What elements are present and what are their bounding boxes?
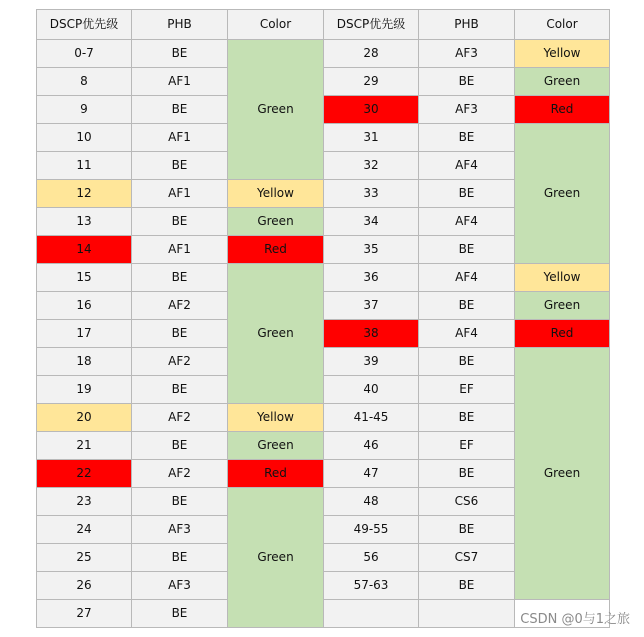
phb-cell: BE bbox=[419, 460, 515, 488]
dscp-cell: 31 bbox=[324, 124, 419, 152]
color-cell: Green bbox=[515, 68, 610, 96]
dscp-cell: 16 bbox=[37, 292, 132, 320]
phb-cell: AF2 bbox=[132, 292, 228, 320]
color-cell: Green bbox=[228, 40, 324, 180]
dscp-cell: 25 bbox=[37, 544, 132, 572]
dscp-cell: 29 bbox=[324, 68, 419, 96]
phb-cell: AF1 bbox=[132, 124, 228, 152]
color-cell: Green bbox=[228, 208, 324, 236]
color-cell: Green bbox=[228, 264, 324, 404]
dscp-cell: 48 bbox=[324, 488, 419, 516]
phb-cell: BE bbox=[419, 572, 515, 600]
phb-cell: AF3 bbox=[419, 40, 515, 68]
color-cell: Red bbox=[515, 320, 610, 348]
watermark: CSDN @0与1之旅 bbox=[520, 612, 630, 627]
dscp-cell: 21 bbox=[37, 432, 132, 460]
dscp-cell: 8 bbox=[37, 68, 132, 96]
table-row bbox=[37, 96, 610, 124]
dscp-cell: 24 bbox=[37, 516, 132, 544]
phb-cell: BE bbox=[132, 376, 228, 404]
table-row bbox=[37, 348, 610, 376]
phb-cell: BE bbox=[419, 236, 515, 264]
phb-cell: BE bbox=[132, 264, 228, 292]
phb-cell: BE bbox=[419, 68, 515, 96]
color-cell: Green bbox=[515, 348, 610, 600]
dscp-cell: 37 bbox=[324, 292, 419, 320]
phb-cell: AF1 bbox=[132, 180, 228, 208]
phb-cell: BE bbox=[419, 292, 515, 320]
header-color-left: Color bbox=[228, 10, 324, 40]
phb-cell: AF4 bbox=[419, 208, 515, 236]
header-dscp-right: DSCP优先级 bbox=[324, 10, 419, 40]
phb-cell: BE bbox=[132, 40, 228, 68]
table-row bbox=[37, 124, 610, 152]
table-row bbox=[37, 40, 610, 68]
dscp-cell: 49-55 bbox=[324, 516, 419, 544]
phb-cell: BE bbox=[132, 488, 228, 516]
dscp-cell: 28 bbox=[324, 40, 419, 68]
dscp-cell: 57-63 bbox=[324, 572, 419, 600]
dscp-cell: 19 bbox=[37, 376, 132, 404]
dscp-cell: 11 bbox=[37, 152, 132, 180]
dscp-cell: 38 bbox=[324, 320, 419, 348]
dscp-cell: 12 bbox=[37, 180, 132, 208]
color-cell: Green bbox=[228, 432, 324, 460]
header-phb-right: PHB bbox=[419, 10, 515, 40]
dscp-cell: 10 bbox=[37, 124, 132, 152]
table-row bbox=[37, 320, 610, 348]
phb-cell: BE bbox=[419, 124, 515, 152]
phb-cell: BE bbox=[132, 432, 228, 460]
phb-cell: BE bbox=[132, 544, 228, 572]
color-cell: Red bbox=[515, 96, 610, 124]
color-cell: Yellow bbox=[515, 264, 610, 292]
phb-cell: EF bbox=[419, 376, 515, 404]
dscp-cell: 14 bbox=[37, 236, 132, 264]
dscp-cell: 56 bbox=[324, 544, 419, 572]
header-phb-left: PHB bbox=[132, 10, 228, 40]
phb-cell: BE bbox=[132, 320, 228, 348]
phb-cell: EF bbox=[419, 432, 515, 460]
dscp-phb-color-table bbox=[36, 9, 610, 628]
dscp-cell: 32 bbox=[324, 152, 419, 180]
phb-cell: BE bbox=[419, 516, 515, 544]
phb-cell: BE bbox=[132, 600, 228, 628]
phb-cell: AF1 bbox=[132, 68, 228, 96]
color-cell: Red bbox=[228, 236, 324, 264]
table-row bbox=[37, 292, 610, 320]
dscp-cell: 26 bbox=[37, 572, 132, 600]
dscp-cell: 22 bbox=[37, 460, 132, 488]
phb-cell: BE bbox=[419, 348, 515, 376]
phb-cell: CS7 bbox=[419, 544, 515, 572]
color-cell: Red bbox=[228, 460, 324, 488]
dscp-cell: 47 bbox=[324, 460, 419, 488]
table-row bbox=[37, 264, 610, 292]
dscp-cell: 46 bbox=[324, 432, 419, 460]
color-cell: Yellow bbox=[228, 180, 324, 208]
phb-cell: BE bbox=[132, 152, 228, 180]
dscp-cell: 40 bbox=[324, 376, 419, 404]
phb-cell: CS6 bbox=[419, 488, 515, 516]
dscp-cell: 17 bbox=[37, 320, 132, 348]
dscp-cell: 27 bbox=[37, 600, 132, 628]
dscp-cell: 30 bbox=[324, 96, 419, 124]
phb-cell: BE bbox=[419, 180, 515, 208]
phb-cell: AF1 bbox=[132, 236, 228, 264]
phb-cell: BE bbox=[132, 96, 228, 124]
dscp-cell: 35 bbox=[324, 236, 419, 264]
phb-cell: AF4 bbox=[419, 152, 515, 180]
header-color-right: Color bbox=[515, 10, 610, 40]
dscp-cell: 13 bbox=[37, 208, 132, 236]
dscp-cell: 41-45 bbox=[324, 404, 419, 432]
dscp-cell: 15 bbox=[37, 264, 132, 292]
header-dscp-left: DSCP优先级 bbox=[37, 10, 132, 40]
color-cell: Yellow bbox=[228, 404, 324, 432]
color-cell: Green bbox=[515, 292, 610, 320]
phb-cell bbox=[419, 600, 515, 628]
dscp-cell: 9 bbox=[37, 96, 132, 124]
phb-cell: AF4 bbox=[419, 264, 515, 292]
phb-cell: AF3 bbox=[132, 516, 228, 544]
phb-cell: BE bbox=[132, 208, 228, 236]
phb-cell: AF4 bbox=[419, 320, 515, 348]
dscp-cell: 34 bbox=[324, 208, 419, 236]
dscp-cell: 36 bbox=[324, 264, 419, 292]
dscp-cell: 0-7 bbox=[37, 40, 132, 68]
dscp-cell: 33 bbox=[324, 180, 419, 208]
phb-cell: AF3 bbox=[419, 96, 515, 124]
phb-cell: AF2 bbox=[132, 348, 228, 376]
color-cell: Green bbox=[228, 488, 324, 628]
header-row bbox=[37, 10, 610, 40]
dscp-cell: 20 bbox=[37, 404, 132, 432]
color-cell: Yellow bbox=[515, 40, 610, 68]
dscp-cell: 18 bbox=[37, 348, 132, 376]
phb-cell: AF2 bbox=[132, 404, 228, 432]
table-row bbox=[37, 68, 610, 96]
dscp-cell bbox=[324, 600, 419, 628]
phb-cell: AF3 bbox=[132, 572, 228, 600]
dscp-cell: 23 bbox=[37, 488, 132, 516]
phb-cell: AF2 bbox=[132, 460, 228, 488]
color-cell: Green bbox=[515, 124, 610, 264]
dscp-cell: 39 bbox=[324, 348, 419, 376]
phb-cell: BE bbox=[419, 404, 515, 432]
